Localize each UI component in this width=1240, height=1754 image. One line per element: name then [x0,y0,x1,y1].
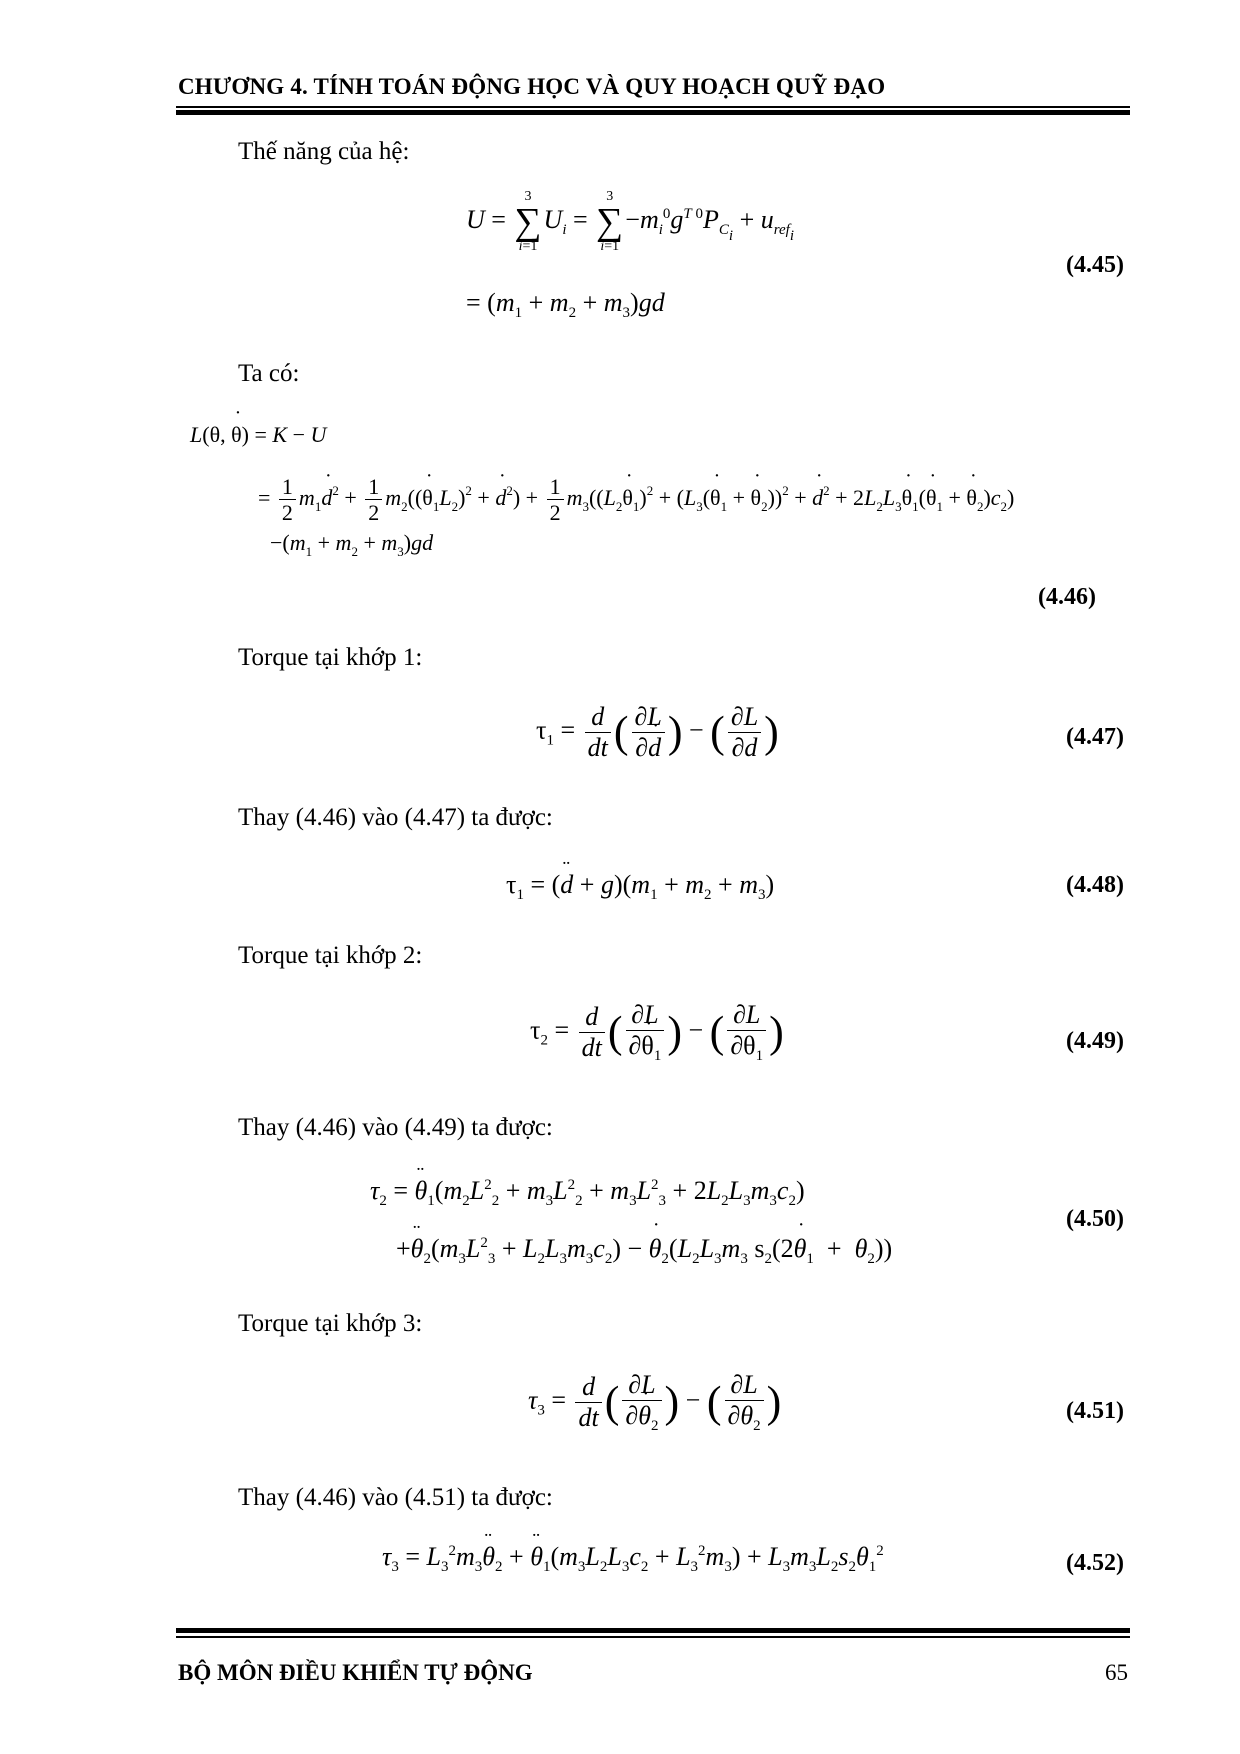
page-number: 65 [1105,1660,1128,1685]
header-rule-thick [176,110,1130,115]
header-rule-thin [176,106,1130,108]
equation-number-4-51: (4.51) [1066,1398,1124,1424]
paragraph-ta-co: Ta có: [238,360,300,387]
equation-number-4-52: (4.52) [1066,1550,1124,1576]
paragraph-torque-joint-3: Torque tại khớp 3: [238,1310,423,1337]
equation-number-4-47: (4.47) [1066,724,1124,750]
equation-4-49: $\tau_2$ = $\frac{d}{dt}$ ( $\frac{\partial L}{\partial\theta ˙_1}$ ) − ( $\frac{\partial L}{\partial\theta_1}$ ) [530,1000,784,1065]
equation-4-45-line1: U = 3 ∑ i=1 $U_i$ = 3 ∑ i=1 $-m_i^0g^{T 0}P_{C_i} + u_{ref_i}$ [466,189,795,255]
footer-department: BỘ MÔN ĐIỀU KHIỂN TỰ ĐỘNG [178,1660,533,1685]
equation-4-47: $\tau_1$ = $\frac{d}{dt}$ ( $\frac{\partial L}{\partial d}$ ˙ ) − ( $\frac{\partial L}{\partial d}$ ) [536,702,779,763]
chapter-title: CHƯƠNG 4. TÍNH TOÁN ĐỘNG HỌC VÀ QUY HOẠCH QUỸ ĐẠO [178,74,886,99]
equation-number-4-45: (4.45) [1066,252,1124,278]
equation-4-46-line2: = $\frac{1}{2}$ $m_1d$ ˙$^2$ + $\frac{1}{2}$ $m_2((\theta$ $˙_1L_2)^2 + d$ ˙$^2$) + $\frac{1}{2}$ $m_3((L_2\theta$ $˙_1)^2 + (L_3(\theta$ $˙_1 + \theta$ $˙_2))^2 + d$ ˙$^2$ + $2L_2L_3\theta$ $˙_1(\theta$ $˙_1 + \theta$ $˙_2)c_2$) [258,474,1014,526]
paragraph-substitute-4-47: Thay (4.46) vào (4.47) ta được: [238,804,553,831]
equation-4-50-line2: +θ $¨_2(m_3L^2_3 + L_2L_3m_3c_2) - \theta$ $˙_2(L_2L_3m_3$ $s_2(2\theta$ $˙_1 + \theta_2$)) [396,1236,892,1267]
paragraph-substitute-4-49: Thay (4.46) vào (4.49) ta được: [238,1114,553,1141]
equation-4-46-line3: $-(m_1 + m_2 + m_3)gd$ [270,530,434,559]
equation-4-45-line2: = $(m_1 + m_2 + m_3)gd$ [466,288,665,321]
footer-rule-thin [176,1636,1130,1638]
equation-4-50-line1: $\tau_2 = \theta$ $¨_1(m_2L^2_2 + m_3L^2_2 + m_3L^2_3 + 2L_2L_3m_3c_2)$ [370,1178,805,1209]
equation-4-46-line1: L(θ, θ ˙) = K − U [190,424,326,446]
equation-4-48: $\tau_1 = (d$ ¨ + $g)(m_1 + m_2 + m_3)$ [506,872,774,903]
equation-number-4-50: (4.50) [1066,1206,1124,1232]
equation-number-4-49: (4.49) [1066,1028,1124,1054]
paragraph-substitute-4-51: Thay (4.46) vào (4.51) ta được: [238,1484,553,1511]
footer-rule-thick [176,1628,1130,1633]
equation-number-4-46: (4.46) [1038,584,1096,610]
equation-4-51: $\tau_3$ = $\frac{d}{dt}$ ( $\frac{\partial L}{\partial\theta ˙_2}$ ) − ( $\frac{\partial L}{\partial\theta_2}$ ) [528,1370,781,1435]
equation-4-52: $\tau_3 = L_3^2m_3\theta$ $¨_2 + \theta$ $¨_1(m_3L_2L_3c_2 + L_3^2m_3) + L_3m_3L_2s_2\theta_1^2$ [382,1544,884,1575]
paragraph-potential-energy: Thế năng của hệ: [238,138,410,165]
paragraph-torque-joint-2: Torque tại khớp 2: [238,942,423,969]
equation-number-4-48: (4.48) [1066,872,1124,898]
paragraph-torque-joint-1: Torque tại khớp 1: [238,644,423,671]
